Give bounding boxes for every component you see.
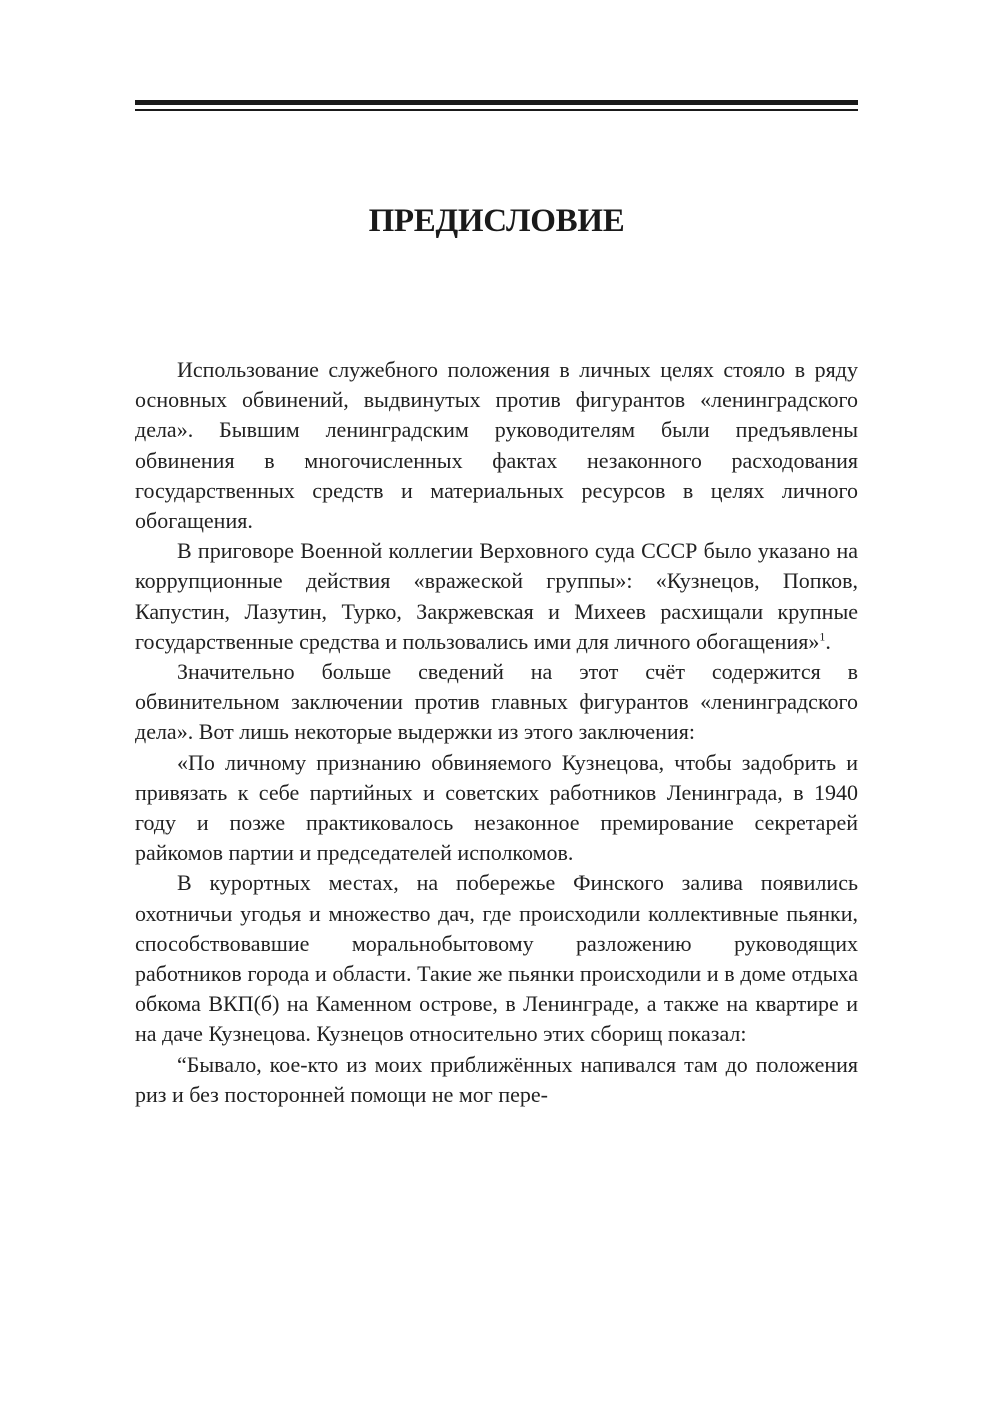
paragraph — [135, 355, 858, 536]
chapter-heading: ПРЕДИСЛОВИЕ — [368, 203, 625, 239]
paragraph — [135, 536, 858, 657]
paragraph-text: «По личному признанию обвиняемого Кузнецова, чтобы задобрить и привязать к себе партийных и советских работников Ленинграда, в 1940 году и позже практиковалось незаконное премирование секретарей райкомов партии и председателей исполкомов. — [135, 749, 858, 866]
paragraph — [135, 748, 858, 869]
paragraph-text: Значительно больше сведений на этот счёт содержится в обвинительном заключении против главных фигурантов «ленинградского дела». Вот лишь некоторые выдержки из этого заключения: — [135, 659, 858, 745]
paragraph-text: В курортных местах, на побережье Финского залива появились охотничьи угодья и множество дач, где происходили коллективные пьянки, способствовавшие моральнобытовому разложению руководящих работников города и области. Такие же пьянки происходили и в доме отдыха обкома ВКП(б) на Каменном острове, в Ленинграде, а также на квартире и на даче Кузнецова. Кузнецов относительно этих сборищ показал: — [135, 870, 858, 1047]
header-rule-thin — [135, 109, 858, 111]
paragraph — [135, 657, 858, 748]
paragraph-text: В приговоре Военной коллегии Верховного суда СССР было указано на коррупционные действия «вражеской группы»: «Кузнецов, Попков, Капустин, Лазутин, Турко, Закржевская и Михеев расхищали крупные государственные средства и пользовались ими для личного обогащения» — [135, 538, 858, 654]
body-text — [135, 355, 858, 1110]
paragraph-text: Использование служебного положения в личных целях стояло в ряду основных обвинений, выдвинутых против фигурантов «ленинградского дела». Бывшим ленинградским руководителям были предъявлены обвинения в многочисленных фактах незаконного расходования государственных средств и материальных ресурсов в целях личного обогащения. — [135, 357, 858, 534]
paragraph-text: “Бывало, кое-кто из моих приближённых напивался там до положения риз и без посторонней помощи не мог пере- — [135, 1051, 858, 1107]
footnote-marker: 1 — [819, 629, 826, 644]
paragraph — [135, 1050, 858, 1110]
paragraph-text-end: . — [825, 628, 831, 654]
header-rule-thick — [135, 100, 858, 105]
paragraph — [135, 868, 858, 1049]
